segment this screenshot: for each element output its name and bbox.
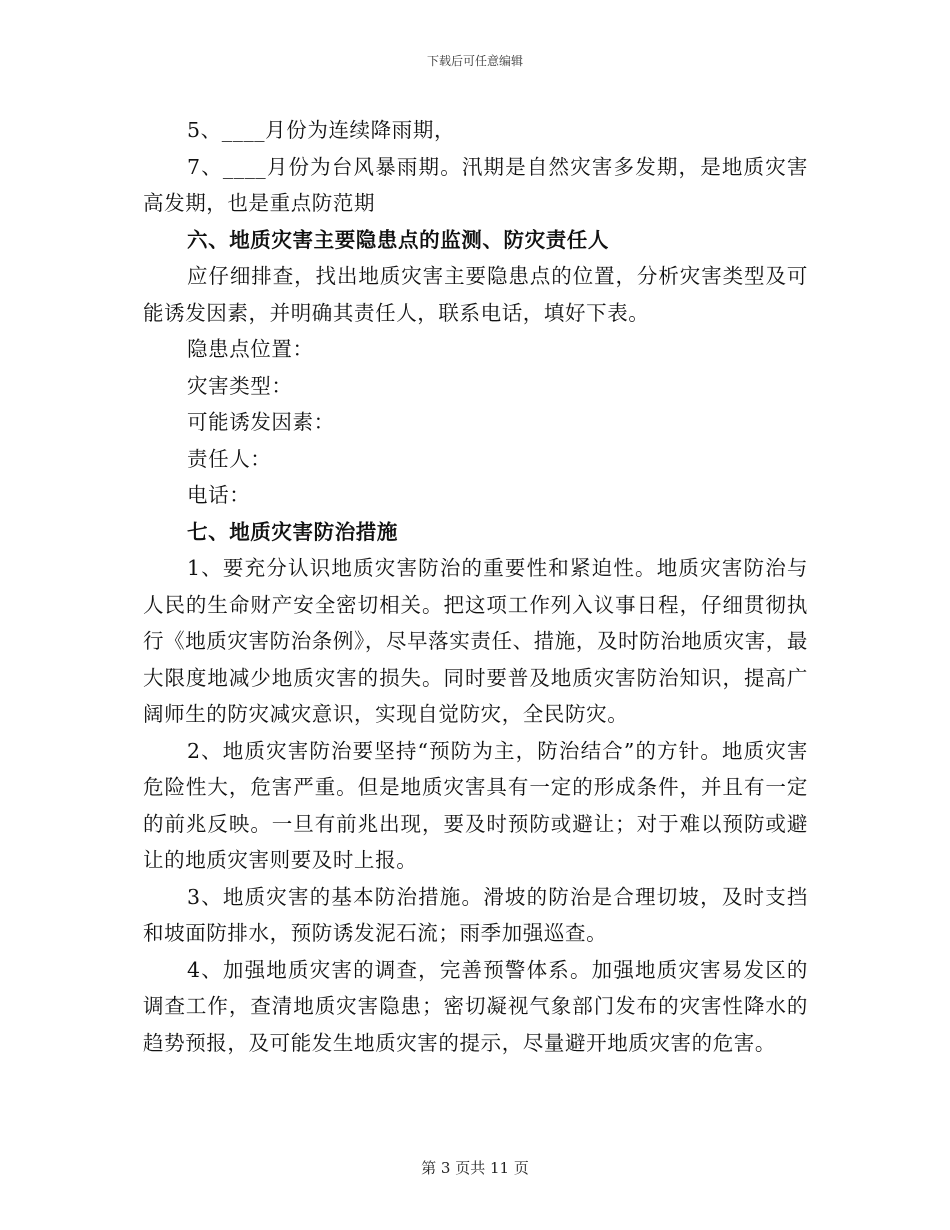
page-footer: 第 3 页共 11 页 — [421, 1159, 529, 1177]
section-7-paragraph-4: 4、加强地质灾害的调查，完善预警体系。加强地质灾害易发区的调查工作，查清地质灾害隐患；密切凝视气象部门发布的灾害性降水的趋势预报，及可能发生地质灾害的提示，尽量避开地质灾害的危害。 — [143, 957, 808, 1055]
section-7-paragraph-2: 2、地质灾害防治要坚持“预防为主，防治结合”的方针。地质灾害危险性大，危害严重。但是地质灾害具有一定的形成条件，并且有一定的前兆反映。一旦有前兆出现，要及时预防或避让；对于难以预防或避让的地质灾害则要及时上报。 — [143, 738, 808, 872]
section-6-heading: 六、地质灾害主要隐患点的监测、防灾责任人 — [187, 227, 609, 252]
paragraph-typhoon-period: 7、____月份为台风暴雨期。汛期是自然灾害多发期，是地质灾害高发期，也是重点防范期 — [143, 154, 808, 215]
section-7-heading: 七、地质灾害防治措施 — [187, 519, 398, 544]
page-header: 下载后可任意编辑 — [426, 54, 523, 68]
field-trigger-factors: 可能诱发因素： — [187, 410, 335, 434]
field-hazard-location: 隐患点位置： — [187, 337, 314, 361]
field-responsible-person: 责任人： — [187, 446, 272, 471]
paragraph-rain-period: 5、____月份为连续降雨期， — [187, 118, 456, 142]
field-disaster-type: 灾害类型： — [187, 373, 293, 398]
document-body — [143, 112, 808, 1061]
field-phone: 电话： — [187, 483, 251, 507]
section-6-intro: 应仔细排查，找出地质灾害主要隐患点的位置，分析灾害类型及可能诱发因素，并明确其责任人，联系电话，填好下表。 — [143, 264, 808, 325]
section-7-paragraph-1: 1、要充分认识地质灾害防治的重要性和紧迫性。地质灾害防治与人民的生命财产安全密切相关。把这项工作列入议事日程，仔细贯彻执行《地质灾害防治条例》，尽早落实责任、措施，及时防治地质灾害，最大限度地减少地质灾害的损失。同时要普及地质灾害防治知识，提高广阔师生的防灾减灾意识，实现自觉防灾，全民防灾。 — [143, 556, 808, 726]
section-7-paragraph-3: 3、地质灾害的基本防治措施。滑坡的防治是合理切坡，及时支挡和坡面防排水，预防诱发泥石流；雨季加强巡查。 — [143, 884, 808, 945]
